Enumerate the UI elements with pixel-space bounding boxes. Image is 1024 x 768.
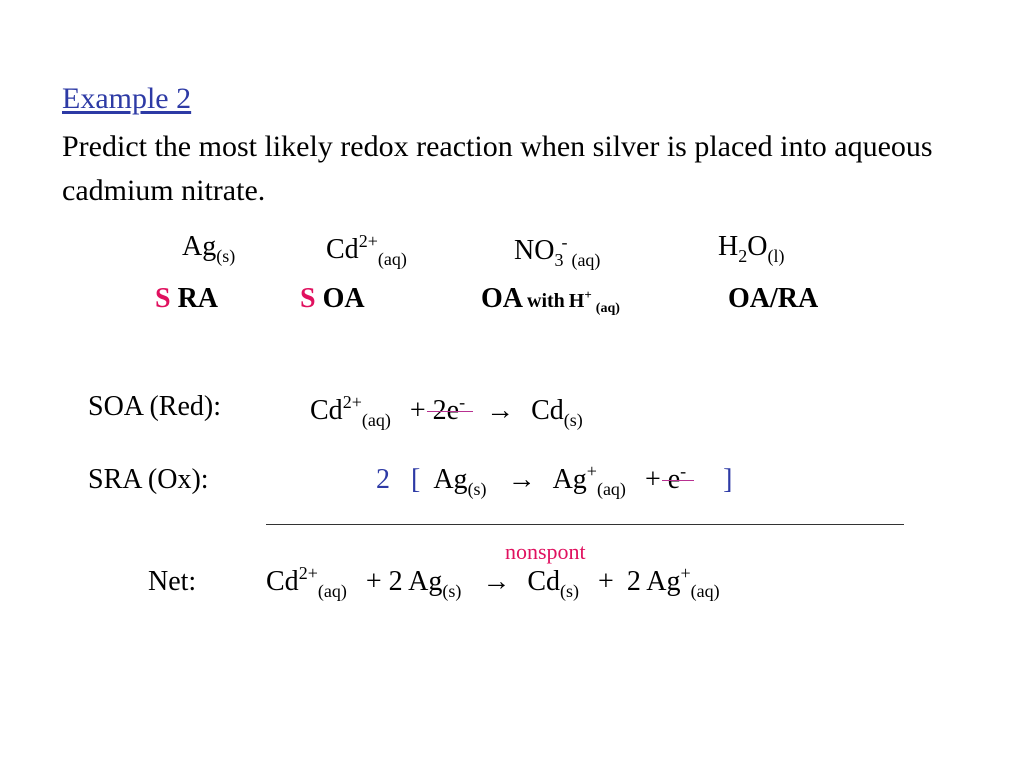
species-h2o-subscript: 2	[738, 246, 748, 266]
species-ag-formula: Ag	[182, 231, 217, 262]
role-no3-with: with	[527, 290, 565, 312]
net-product-ag: Ag	[646, 566, 681, 597]
species-no3	[514, 232, 601, 270]
species-cd-formula: Cd	[326, 234, 359, 265]
role-no3	[481, 283, 620, 316]
species-cd-charge: 2+	[358, 231, 378, 251]
role-no3-label: OA	[481, 283, 523, 314]
species-no3-subscript: 3	[554, 250, 564, 270]
sra-product-charge: +	[586, 461, 597, 481]
net-plus-1: +	[365, 566, 382, 597]
role-ag-label: RA	[177, 283, 219, 314]
soa-product-state: (s)	[563, 410, 583, 430]
species-no3-charge: -	[561, 232, 568, 252]
net-ag-state: (s)	[442, 581, 462, 601]
soa-electrons: 2e	[432, 395, 460, 426]
sra-electron-cancelled	[667, 461, 687, 495]
species-cd-state: (aq)	[377, 249, 407, 269]
species-no3-formula: NO	[514, 235, 555, 266]
role-no3-ion-charge: +	[584, 287, 592, 302]
soa-label: SOA (Red):	[88, 391, 221, 422]
soa-cd-charge: 2+	[342, 392, 362, 412]
sum-divider	[266, 524, 904, 525]
net-equation	[266, 563, 720, 601]
species-ag-state: (s)	[216, 246, 236, 266]
soa-product: Cd	[531, 395, 564, 426]
net-product-cd-state: (s)	[560, 581, 580, 601]
net-ag-coefficient: 2	[388, 566, 403, 597]
net-ag: Ag	[408, 566, 443, 597]
sra-arrow: →	[507, 464, 536, 495]
sra-product: Ag	[552, 464, 587, 495]
role-no3-ion-state: (aq)	[595, 301, 620, 316]
sra-label: SRA (Ox):	[88, 464, 209, 495]
species-h2o-h: H	[718, 231, 739, 262]
soa-electron-charge: -	[459, 392, 466, 412]
net-product-ag-coefficient: 2	[626, 566, 641, 597]
net-cd-state: (aq)	[317, 581, 347, 601]
species-h2o-state: (l)	[767, 246, 785, 266]
example-title: Example 2	[62, 82, 192, 115]
soa-plus: +	[409, 395, 426, 426]
sra-electron: e	[667, 464, 681, 495]
species-cd	[326, 231, 407, 269]
sra-electron-charge: -	[680, 461, 687, 481]
net-cd: Cd	[266, 566, 299, 597]
role-h2o: OA/RA	[728, 283, 819, 314]
sra-coefficient: 2	[376, 464, 390, 495]
sra-close-bracket: ]	[723, 464, 733, 495]
net-cd-charge: 2+	[298, 563, 318, 583]
question-text: Predict the most likely redox reaction when silver is placed into aqueous cadmium nitrate.	[62, 130, 933, 207]
species-no3-state: (aq)	[571, 250, 601, 270]
species-h2o	[718, 231, 785, 266]
species-h2o-o: O	[747, 231, 768, 262]
role-cd	[300, 285, 365, 313]
soa-arrow: →	[486, 395, 515, 426]
strongest-oa-marker: S	[300, 283, 316, 314]
sra-equation	[376, 461, 733, 499]
net-plus-2: +	[598, 566, 614, 597]
role-no3-ion: H	[568, 290, 585, 312]
net-product-cd: Cd	[527, 566, 561, 597]
sra-ag: Ag	[433, 464, 468, 495]
net-product-ag-charge: +	[680, 563, 691, 583]
role-ag	[155, 285, 218, 313]
net-label: Net:	[148, 566, 197, 597]
net-arrow: →	[482, 566, 511, 597]
species-ag	[182, 231, 236, 266]
soa-equation	[310, 392, 583, 430]
nonspont-note: nonspont	[505, 539, 586, 564]
sra-open-bracket: [	[411, 464, 421, 495]
sra-ag-state: (s)	[467, 479, 487, 499]
soa-cd-state: (aq)	[361, 410, 391, 430]
sra-product-state: (aq)	[596, 479, 626, 499]
soa-electrons-cancelled	[432, 392, 466, 426]
net-product-ag-state: (aq)	[690, 581, 720, 601]
role-cd-label: OA	[322, 283, 365, 314]
soa-cd: Cd	[310, 395, 343, 426]
sra-plus: +	[644, 464, 661, 495]
strongest-ra-marker: S	[155, 283, 171, 314]
